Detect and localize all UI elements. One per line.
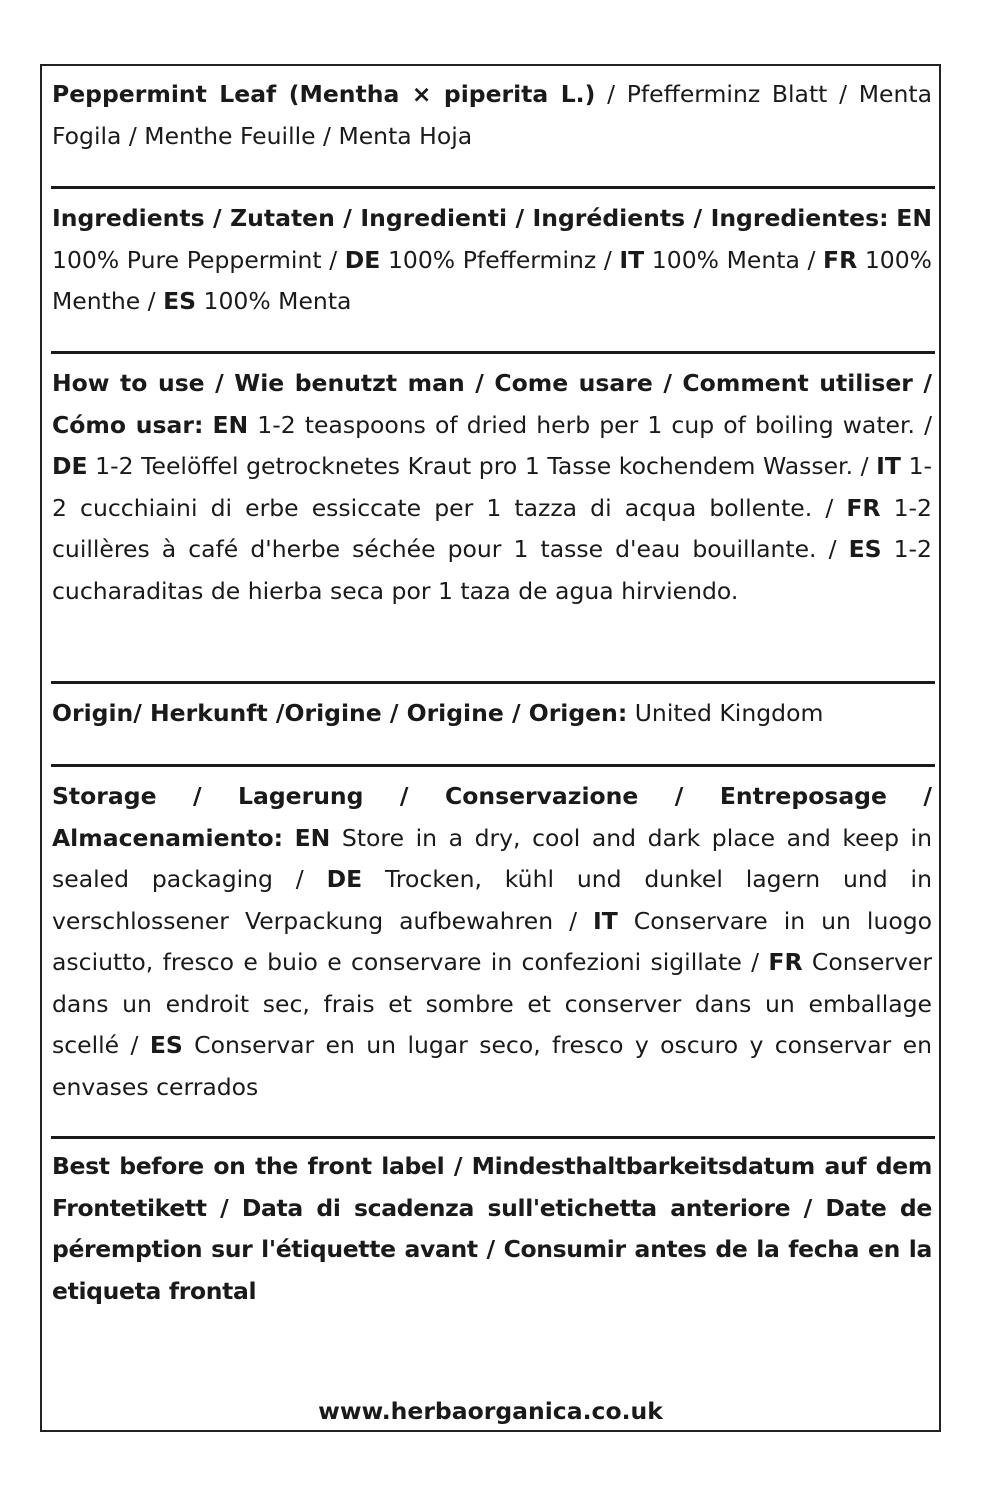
- lang-code: ES: [163, 287, 197, 315]
- instruction-text: 1-2 cuillères à café d'herbe séchée pour 1 tasse d'eau bouillante.: [52, 493, 932, 563]
- lang-code: FR: [823, 245, 858, 274]
- storage-heading: Storage / Lagerung / Conservazione / Entreposage / Almacenamiento:: [52, 782, 932, 852]
- website-url: www.herbaorganica.co.uk: [318, 1397, 663, 1425]
- how-to-use-heading: How to use / Wie benutzt man / Come usare / Comment utiliser / Cómo usar:: [52, 369, 932, 439]
- storage-text: Conservare in un luogo asciutto, fresco e buio e conservare in confezioni sigillate: [52, 906, 933, 976]
- ingredient-text: 100% Menta: [651, 245, 800, 274]
- storage-text: Store in a dry, cool and dark place and keep in sealed packaging: [52, 823, 932, 893]
- product-label: [40, 64, 941, 1432]
- ingredient-text: 100% Menta: [203, 287, 352, 315]
- lang-code: DE: [344, 245, 381, 274]
- best-before-section: Best before on the front label / Mindesthaltbarkeitsdatum auf dem Frontetikett / Data di scadenza sull'etichetta anteriore / Date de péremption sur l'étiquette avant / Consumir antes de la fecha en la etiqueta frontal: [52, 1152, 932, 1305]
- lang-code: EN: [896, 204, 932, 232]
- storage-text: Conservar en un lugar seco, fresco y oscuro y conservar en envases cerrados: [52, 1031, 932, 1101]
- product-name-en: Peppermint Leaf (Mentha × piperita L.): [52, 80, 596, 108]
- lang-code: IT: [876, 452, 901, 480]
- product-name-section: [52, 74, 932, 157]
- instruction-text: 1-2 Teelöffel getrocknetes Kraut pro 1 Tasse kochendem Wasser.: [95, 452, 854, 480]
- lang-code: DE: [326, 865, 363, 893]
- storage-text: Trocken, kühl und dunkel lagern und in verschlossener Verpackung aufbewahren: [52, 865, 932, 935]
- lang-code: IT: [619, 245, 645, 274]
- lang-code: FR: [768, 948, 803, 976]
- instruction-text: 1-2 cucharaditas de hierba seca por 1 taza de agua hirviendo.: [52, 535, 932, 605]
- instruction-text: 1-2 teaspoons of dried herb per 1 cup of boiling water.: [257, 410, 915, 439]
- lang-code: EN: [212, 410, 249, 439]
- lang-code: IT: [593, 906, 618, 935]
- origin-heading: Origin/ Herkunft /Origine / Origine / Origen:: [52, 699, 628, 727]
- origin-section: [52, 693, 932, 735]
- storage-text: Conserver dans un endroit sec, frais et sombre et conserver dans un emballage scellé: [52, 948, 932, 1059]
- divider: [51, 764, 935, 767]
- lang-code: DE: [52, 452, 88, 480]
- divider: [51, 1136, 935, 1139]
- lang-code: ES: [149, 1031, 183, 1059]
- ingredient-text: 100% Menthe: [52, 245, 933, 315]
- divider: [51, 351, 935, 354]
- how-to-use-section: How to use / Wie benutzt man / Come usare / Comment utiliser / Cómo usar: EN 1-2 teaspoons of dried herb per 1 cup of boiling water. / DE 1-2 Teelöffel getrocknetes Kraut pro 1 Tasse kochendem Wasser. / IT 1-2 cucchiaini di erbe essiccate per 1 tazza di acqua bollente. / FR 1-2 cuillères à café d'herbe séchée pour 1 tasse d'eau bouillante. / ES 1-2 cucharaditas de hierba seca por 1 taza de agua hirviendo.: [52, 369, 932, 605]
- origin-value: United Kingdom: [634, 699, 824, 727]
- ingredient-text: 100% Pfefferminz: [387, 245, 597, 274]
- storage-section: Storage / Lagerung / Conservazione / Entreposage / Almacenamiento: EN Store in a dry, cool and dark place and keep in sealed packaging / DE Trocken, kühl und dunkel lagern und in verschlossener Verpackung aufbewahren / IT Conservare in un luogo asciutto, fresco e buio e conservare in confezioni sigillate / FR Conserver dans un endroit sec, frais et sombre et conserver dans un emballage scellé / ES Conservar en un lugar seco, fresco y oscuro y conservar en envases cerrados: [52, 782, 933, 1101]
- ingredients-section: Ingredients / Zutaten / Ingredienti / Ingrédients / Ingredientes: EN 100% Pure Peppermint / DE 100% Pfefferminz / IT 100% Menta / FR 100% Menthe / ES 100% Menta: [52, 204, 933, 315]
- lang-code: ES: [848, 535, 882, 563]
- lang-code: FR: [846, 493, 881, 522]
- instruction-text: 1-2 cucchiaini di erbe essiccate per 1 tazza di acqua bollente.: [52, 452, 932, 522]
- lang-code: EN: [294, 823, 331, 852]
- ingredient-text: 100% Pure Peppermint: [52, 245, 322, 274]
- divider: [51, 186, 935, 189]
- divider: [51, 681, 935, 684]
- ingredients-heading: Ingredients / Zutaten / Ingredienti / Ingrédients / Ingredientes:: [52, 204, 889, 232]
- product-name-translations: / Pfefferminz Blatt / Menta Fogila / Menthe Feuille / Menta Hoja: [52, 80, 932, 150]
